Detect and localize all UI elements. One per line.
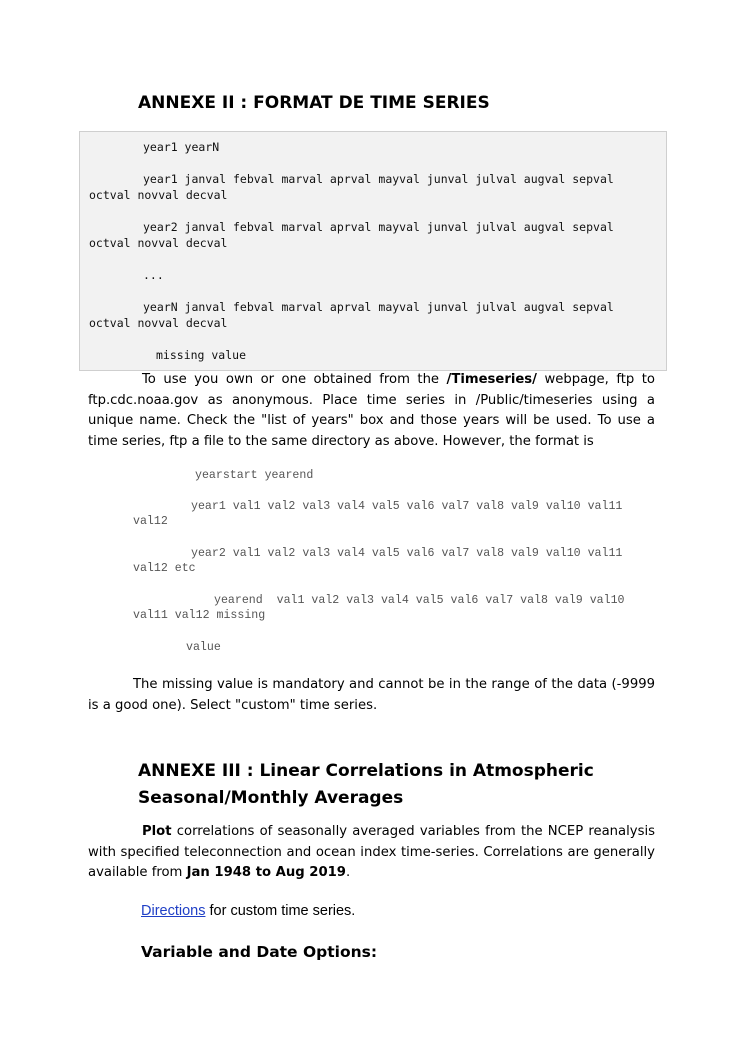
para-text: webpage, ftp to ftp.cdc.noaa.gov as anonymous. Place time series in /Public/timeseries using a unique name. Check the "list of years" box and those years will be used. To use a time series, ftp a file to the same directory as above. However, the format is (88, 372, 656, 449)
date-range: Jan 1948 to Aug 2019 (186, 865, 346, 880)
para-text: . (345, 865, 351, 880)
code-line: octval novval decval (89, 188, 228, 202)
code-line: octval novval decval (89, 316, 228, 330)
plot-bold: Plot (142, 824, 172, 839)
directions-text: for custom time series. (205, 903, 356, 919)
timeseries-page-name: /Timeseries/ (446, 372, 537, 387)
code-line: missing value (156, 348, 247, 362)
format-line: value (186, 641, 221, 654)
format-line: val12 (133, 515, 168, 528)
code-line: year1 janval febval marval aprval mayval junval julval augval sepval (143, 172, 614, 186)
format-line: yearend val1 val2 val3 val4 val5 val6 val7 val8 val9 val10 (214, 594, 625, 607)
format-line: yearstart yearend (195, 469, 314, 482)
code-line: yearN janval febval marval aprval mayval junval julval augval sepval (143, 300, 614, 314)
directions-link[interactable]: Directions (141, 903, 206, 919)
missing-value-paragraph: The missing value is mandatory and cannot be in the range of the data (-9999 is a good one). Select "custom" time series. (88, 677, 655, 713)
correlation-paragraph (88, 822, 655, 884)
annex2-title: ANNEXE II : FORMAT DE TIME SERIES (138, 93, 490, 113)
directions-line (141, 903, 355, 919)
para-text: correlations of seasonally averaged variables from the NCEP reanalysis with specified teleconnection and ocean index time-series. Correlations are generally available from (88, 824, 655, 880)
format-line: val11 val12 missing (133, 609, 266, 622)
annex3-title (138, 758, 594, 812)
format-line: val12 etc (133, 562, 196, 575)
code-line: year1 yearN (143, 140, 220, 154)
format-line: year1 val1 val2 val3 val4 val5 val6 val7 val8 val9 val10 val11 (191, 500, 623, 513)
code-line: octval novval decval (89, 236, 228, 250)
annex3-title-line: ANNEXE III : Linear Correlations in Atmospheric (138, 761, 594, 781)
instructions-paragraph (88, 370, 655, 452)
code-line: year2 janval febval marval aprval mayval junval julval augval sepval (143, 220, 614, 234)
format-line: year2 val1 val2 val3 val4 val5 val6 val7 val8 val9 val10 val11 (191, 547, 623, 560)
code-line: ... (143, 268, 164, 282)
annex3-title-line: Seasonal/Monthly Averages (138, 788, 404, 808)
options-heading: Variable and Date Options: (141, 943, 378, 961)
para-text: To use you own or one obtained from the (142, 372, 447, 387)
format-code-block (79, 131, 667, 371)
